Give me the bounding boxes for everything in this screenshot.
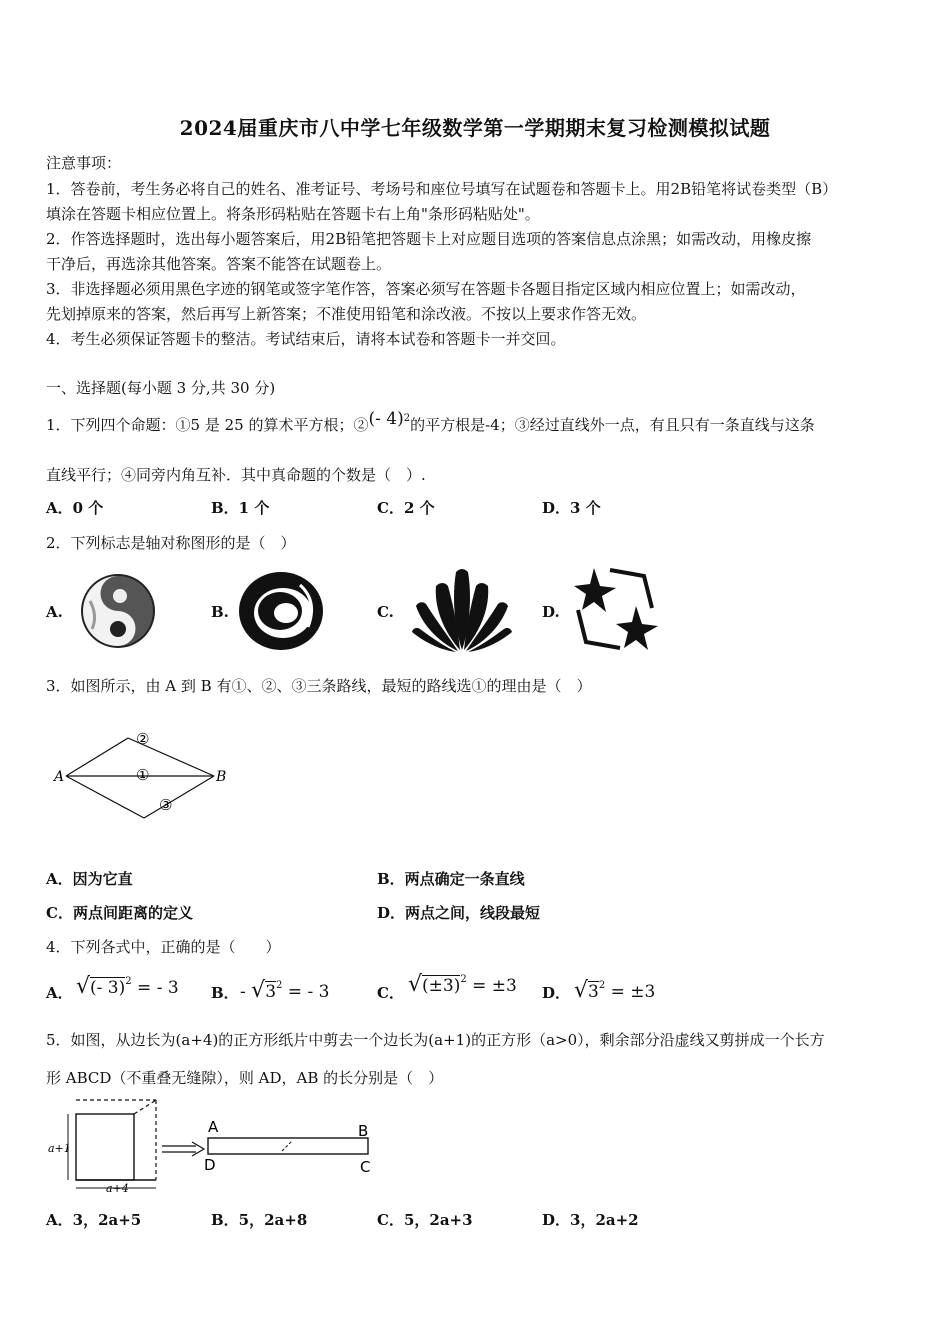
route-1-label: ① [136, 766, 150, 784]
route-3-right [144, 776, 214, 818]
q1-option-d[interactable]: D．3 个 [542, 499, 601, 517]
note-4: 4．考生必须保证答题卡的整洁。考试结束后，请将本试卷和答题卡一并交回。 [46, 330, 566, 348]
q1-option-c[interactable]: C．2 个 [377, 499, 435, 517]
q3-option-b[interactable]: B．两点确定一条直线 [377, 870, 525, 888]
q1-stem-post: 的平方根是-4；③经过直线外一点，有且只有一条直线与这条 [410, 416, 815, 434]
label-b: B [358, 1122, 369, 1140]
q4-option-c-expr[interactable]: $√(\pm 3)^2 = \pm 3$ [408, 972, 517, 997]
q1-expr: (- 4) [368, 409, 404, 429]
q5-square-diagram [46, 1096, 386, 1196]
q4-d-inside: 3 [588, 982, 599, 1002]
side-vertical-label: a+1 [48, 1142, 71, 1155]
q1-stem-line-1 [46, 409, 815, 435]
arrow-icon [162, 1142, 204, 1156]
rect-dash [282, 1141, 292, 1151]
note-3-line-1: 3．非选择题必须用黑色字迹的钢笔或签字笔作答，答案必须写在答题卡各题目指定区域内相应位置上；如需改动， [46, 280, 806, 298]
rectangle-abcd [208, 1138, 368, 1154]
q2-label-c[interactable]: C. [377, 603, 394, 621]
q5-stem-line-2: 形 ABCD（不重叠无缝隙），则 AD，AB 的长分别是（ ） [46, 1069, 444, 1087]
route-3-left [66, 776, 144, 818]
q3-option-c[interactable]: C．两点间距离的定义 [46, 904, 193, 922]
q1-exp: 2 [403, 413, 411, 424]
label-a: A [208, 1118, 219, 1136]
note-2-line-2: 干净后，再选涂其他答案。答案不能答在试题卷上。 [46, 255, 392, 273]
logo-a-yin-yang-icon [78, 571, 158, 651]
q4-a-inside: (- 3) [90, 978, 126, 998]
q4-letter-b[interactable]: B． [211, 984, 239, 1002]
point-a-label: A [54, 769, 65, 785]
q1-option-b[interactable]: B．1 个 [211, 499, 270, 517]
q2-label-d[interactable]: D. [542, 603, 560, 621]
q3-route-diagram [52, 724, 242, 820]
note-1-line-1: 1．答卷前，考生务必将自己的姓名、准考证号、考场号和座位号填写在试题卷和答题卡上。用2B铅笔将试卷类型（B） [46, 180, 838, 198]
q4-letter-c[interactable]: C． [377, 984, 404, 1002]
side-horizontal-label: a+4 [106, 1182, 129, 1195]
q5-option-b[interactable]: B．5，2a+8 [211, 1211, 308, 1229]
note-3-line-2: 先划掉原来的答案，然后再写上新答案；不准使用铅笔和涂改液。不按以上要求作答无效。 [46, 305, 647, 323]
point-b-label: B [216, 769, 227, 785]
notes-heading: 注意事项： [46, 154, 122, 172]
logo-c-petals-icon [408, 566, 516, 652]
q4-d-exp: 2 [598, 980, 606, 991]
q5-option-a[interactable]: A．3，2a+5 [46, 1211, 142, 1229]
inner-square [76, 1114, 134, 1180]
q5-stem-line-1: 5．如图，从边长为(a+4)的正方形纸片中剪去一个边长为(a+1)的正方形（a>0），剩余部分沿虚线又剪拼成一个长方 [46, 1031, 825, 1049]
q4-b-inside: 3 [265, 982, 277, 1002]
q4-letter-d[interactable]: D． [542, 984, 571, 1002]
logo-d-stars-icon [572, 566, 658, 652]
note-2-line-1: 2．作答选择题时，选出每小题答案后，用2B铅笔把答题卡上对应题目选项的答案信息点涂黑；如需改动，用橡皮擦 [46, 230, 812, 248]
q2-label-a[interactable]: A. [46, 603, 63, 621]
q4-c-rhs: = ±3 [472, 976, 517, 996]
q4-a-exp: 2 [125, 976, 132, 987]
q5-option-d[interactable]: D．3，2a+2 [542, 1211, 639, 1229]
route-2-label: ② [136, 730, 150, 748]
q1-stem-pre: 1．下列四个命题：①5 是 25 的算术平方根；② [46, 416, 369, 434]
q4-option-d-expr[interactable]: $√3^2 = \pm 3$ [574, 978, 656, 1003]
label-c: C [360, 1158, 371, 1176]
q4-c-exp: 2 [460, 974, 467, 985]
q4-d-rhs: = ±3 [610, 982, 656, 1002]
q1-option-a[interactable]: A．0 个 [46, 499, 104, 517]
cut-line [134, 1100, 156, 1114]
q1-stem-line-2: 直线平行；④同旁内角互补．其中真命题的个数是（ ）. [46, 466, 426, 484]
q2-label-b[interactable]: B. [211, 603, 229, 621]
label-d: D [204, 1156, 216, 1174]
logo-b-swirl-icon [238, 571, 324, 651]
q3-option-a[interactable]: A．因为它直 [46, 870, 133, 888]
q2-stem: 2．下列标志是轴对称图形的是（ ） [46, 534, 296, 552]
page-title: 2024届重庆市八中学七年级数学第一学期期末复习检测模拟试题 [179, 116, 771, 140]
q4-option-a-expr[interactable]: √(- 3)$^2$ = - 3 [76, 974, 179, 999]
q4-a-rhs: = - 3 [137, 978, 179, 998]
route-3-label: ③ [159, 796, 173, 814]
q5-option-c[interactable]: C．5，2a+3 [377, 1211, 473, 1229]
q4-letter-a[interactable]: A． [46, 984, 73, 1002]
q4-b-rhs: = - 3 [287, 982, 330, 1002]
q4-b-exp: 2 [276, 980, 283, 991]
section-heading: 一、选择题(每小题 3 分,共 30 分) [46, 379, 276, 397]
route-2-left [66, 738, 128, 776]
q4-stem: 4．下列各式中，正确的是（ ） [46, 938, 281, 956]
q4-option-b-expr[interactable]: - $√3^2$ = - 3 [240, 978, 330, 1003]
q4-c-inside: (±3) [422, 976, 461, 996]
note-1-line-2: 填涂在答题卡相应位置上。将条形码粘贴在答题卡右上角"条形码粘贴处"。 [46, 205, 540, 223]
q4-b-neg: - [240, 982, 246, 1002]
q3-stem: 3．如图所示，由 A 到 B 有①、②、③三条路线，最短的路线选①的理由是（ ） [46, 677, 592, 695]
q3-option-d[interactable]: D．两点之间，线段最短 [377, 904, 541, 922]
